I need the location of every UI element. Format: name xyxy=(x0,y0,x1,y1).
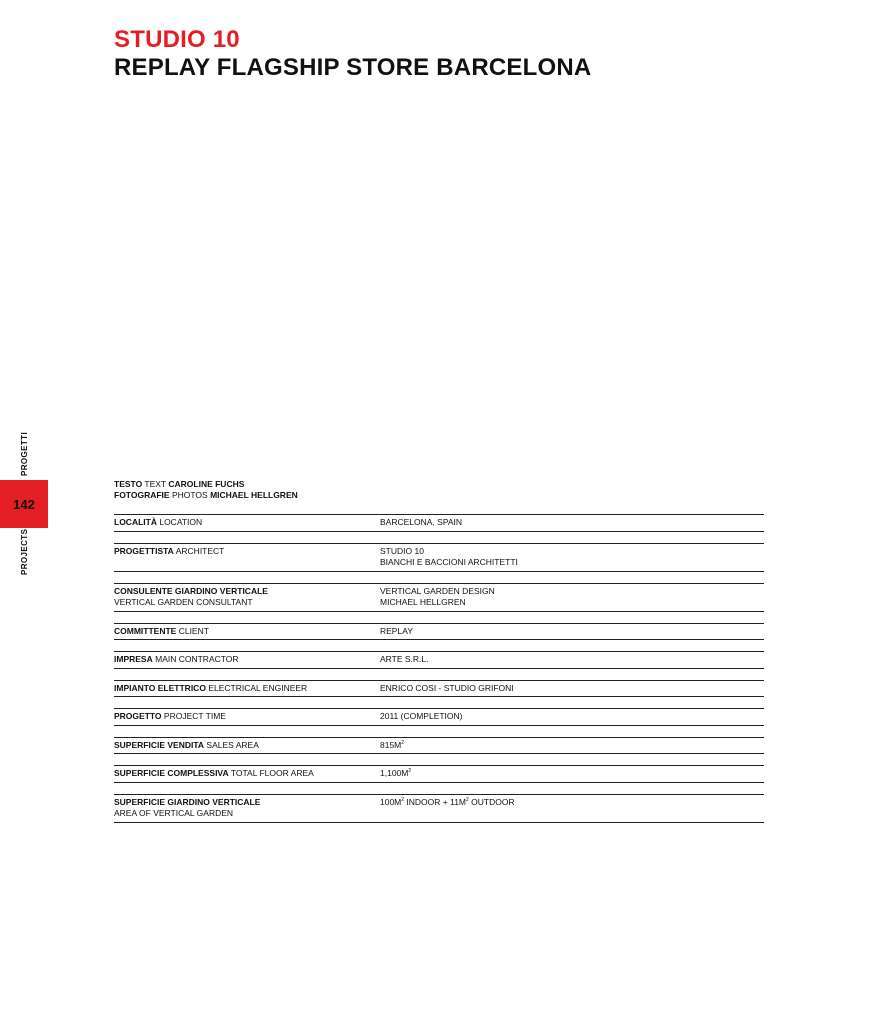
spec-row-total-area xyxy=(114,765,764,783)
spec-value: BIANCHI E BACCIONI ARCHITETTI xyxy=(380,557,518,567)
title-block xyxy=(114,26,591,82)
spec-label-it: IMPIANTO ELETTRICO xyxy=(114,682,206,693)
spec-label-it: IMPRESA xyxy=(114,654,153,664)
spec-label-en: MAIN CONTRACTOR xyxy=(155,654,239,664)
spec-label-it: SUPERFICIE GIARDINO VERTICALE xyxy=(114,796,261,807)
spec-label-en: ARCHITECT xyxy=(175,545,225,556)
spec-label-en: SALES AREA xyxy=(206,739,259,750)
spec-label-it: PROGETTO xyxy=(114,711,162,721)
section-label-en: PROJECTS xyxy=(20,528,29,575)
credit-text-en: TEXT xyxy=(144,479,166,489)
spec-row-project-time xyxy=(114,708,764,726)
spec-value: REPLAY xyxy=(380,625,413,636)
spec-row-sales-area xyxy=(114,737,764,755)
spec-value: MICHAEL HELLGREN xyxy=(380,597,466,607)
spec-label-en: AREA OF VERTICAL GARDEN xyxy=(114,808,234,818)
spec-label-it: COMMITTENTE xyxy=(114,625,177,636)
spec-row-contractor xyxy=(114,651,764,669)
spec-value: $815M^2$ xyxy=(380,739,405,750)
page-number: 142 xyxy=(0,480,48,528)
spec-label-it: SUPERFICIE VENDITA xyxy=(114,739,205,750)
project-title: REPLAY FLAGSHIP STORE BARCELONA xyxy=(114,54,592,81)
credit-photo xyxy=(114,490,298,501)
credit-photo-it: FOTOGRAFIE xyxy=(114,490,170,500)
credits xyxy=(114,479,298,501)
spec-label-en: ELECTRICAL ENGINEER xyxy=(208,682,308,693)
spec-label-en: LOCATION xyxy=(159,517,203,527)
spec-label-it: LOCALITÀ xyxy=(114,517,157,527)
spec-label-en: TOTAL FLOOR AREA xyxy=(230,768,314,778)
spec-row-client xyxy=(114,623,764,641)
spec-label-en: PROJECT TIME xyxy=(163,711,226,721)
spec-value: $1,100M^2$ xyxy=(380,768,412,778)
spec-row-architect xyxy=(114,543,764,572)
spec-label-it: PROGETTISTA xyxy=(114,545,174,556)
spec-label-it: CONSULENTE GIARDINO VERTICALE xyxy=(114,585,268,596)
credit-text-name: CAROLINE FUCHS xyxy=(168,479,245,489)
credit-text xyxy=(114,479,298,490)
credit-photo-en: PHOTOS xyxy=(171,490,208,500)
spec-value: $100M^2$ INDOOR + $11M^2$ OUTDOOR xyxy=(380,796,515,807)
credit-photo-name: MICHAEL HELLGREN xyxy=(210,490,298,500)
spec-value: VERTICAL GARDEN DESIGN xyxy=(380,585,495,596)
spec-row-garden-consultant xyxy=(114,583,764,612)
spec-row-location xyxy=(114,514,764,532)
spec-value: 2011 (COMPLETION) xyxy=(380,711,463,721)
spec-label-en: VERTICAL GARDEN CONSULTANT xyxy=(114,597,253,607)
spec-label-en: CLIENT xyxy=(178,625,209,636)
spec-row-electrical xyxy=(114,680,764,698)
spec-value: ENRICO COSI - STUDIO GRIFONI xyxy=(380,682,514,693)
section-label-it: PROGETTI xyxy=(20,431,29,476)
spec-value: STUDIO 10 xyxy=(380,545,424,556)
project-spec-table xyxy=(114,514,764,834)
credit-text-it: TESTO xyxy=(114,479,143,489)
studio-name: STUDIO 10 xyxy=(114,26,240,53)
spec-value: ARTE S.R.L. xyxy=(380,654,429,664)
spec-value: BARCELONA, SPAIN xyxy=(380,517,463,527)
spec-label-it: SUPERFICIE COMPLESSIVA xyxy=(114,768,229,778)
spec-row-garden-area xyxy=(114,794,764,823)
